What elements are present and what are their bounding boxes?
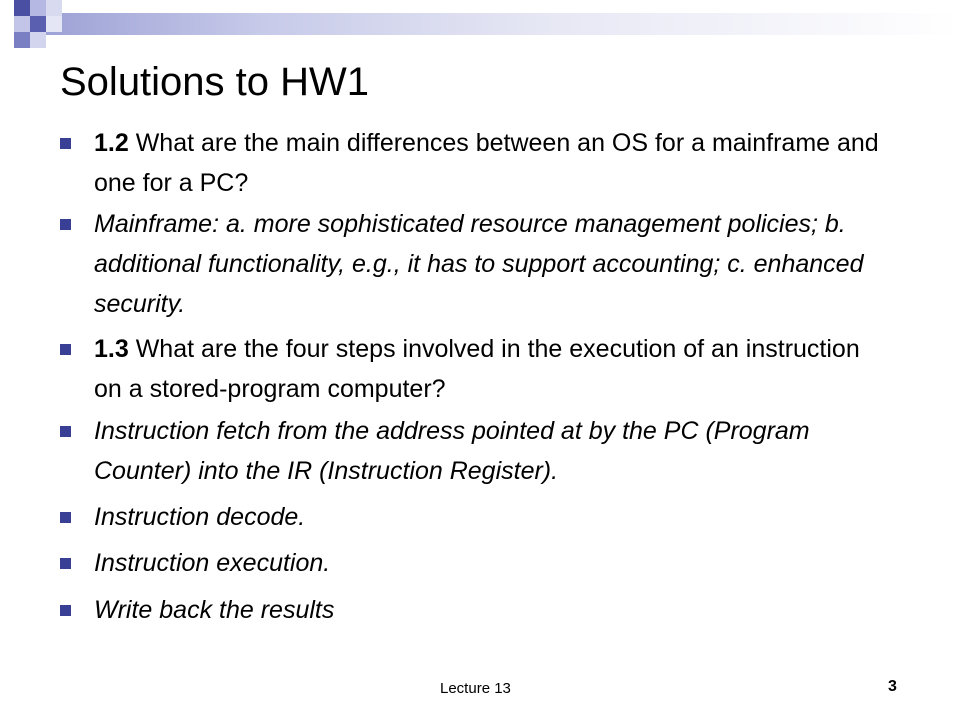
bullet-text: What are the main differences between an OS for a mainframe and one for a PC? <box>94 129 879 197</box>
square-bullet-icon <box>60 344 71 355</box>
bullet-item <box>94 497 894 537</box>
bullet-item <box>94 123 894 203</box>
bullet-text: Instruction fetch from the address pointed at by the PC (Program Counter) into the IR (Instruction Register). <box>94 417 810 485</box>
bullet-item <box>94 204 894 324</box>
question-number: 1.3 <box>94 335 129 363</box>
bullet-text: Instruction execution. <box>94 549 331 577</box>
bullet-item <box>94 543 894 583</box>
square-bullet-icon <box>60 512 71 523</box>
bullet-text: Write back the results <box>94 596 335 624</box>
square-bullet-icon <box>60 138 71 149</box>
deco-square-dark <box>30 16 46 32</box>
square-bullet-icon <box>60 426 71 437</box>
slide-number: 3 <box>888 678 897 695</box>
deco-square-dark <box>14 32 30 48</box>
slide-title: Solutions to HW1 <box>60 60 370 104</box>
square-bullet-icon <box>60 219 71 230</box>
square-bullet-icon <box>60 605 71 616</box>
deco-square-light <box>14 16 30 32</box>
bullet-text: What are the four steps involved in the execution of an instruction on a stored-program computer? <box>94 335 860 403</box>
deco-square-light <box>30 0 46 16</box>
deco-square-light <box>30 32 46 48</box>
bullet-text: Mainframe: a. more sophisticated resource management policies; b. additional functionality, e.g., it has to support accounting; c. enhanced security. <box>94 210 864 318</box>
question-number: 1.2 <box>94 129 129 157</box>
deco-square-light <box>46 0 62 16</box>
square-bullet-icon <box>60 558 71 569</box>
bullet-item <box>94 329 894 409</box>
bullet-text: Instruction decode. <box>94 503 306 531</box>
footer-label: Lecture 13 <box>440 680 511 697</box>
deco-square-dark <box>14 0 30 16</box>
bullet-item <box>94 590 894 630</box>
bullet-item <box>94 411 894 491</box>
deco-square-light <box>46 16 62 32</box>
header-gradient-bar <box>30 13 960 35</box>
